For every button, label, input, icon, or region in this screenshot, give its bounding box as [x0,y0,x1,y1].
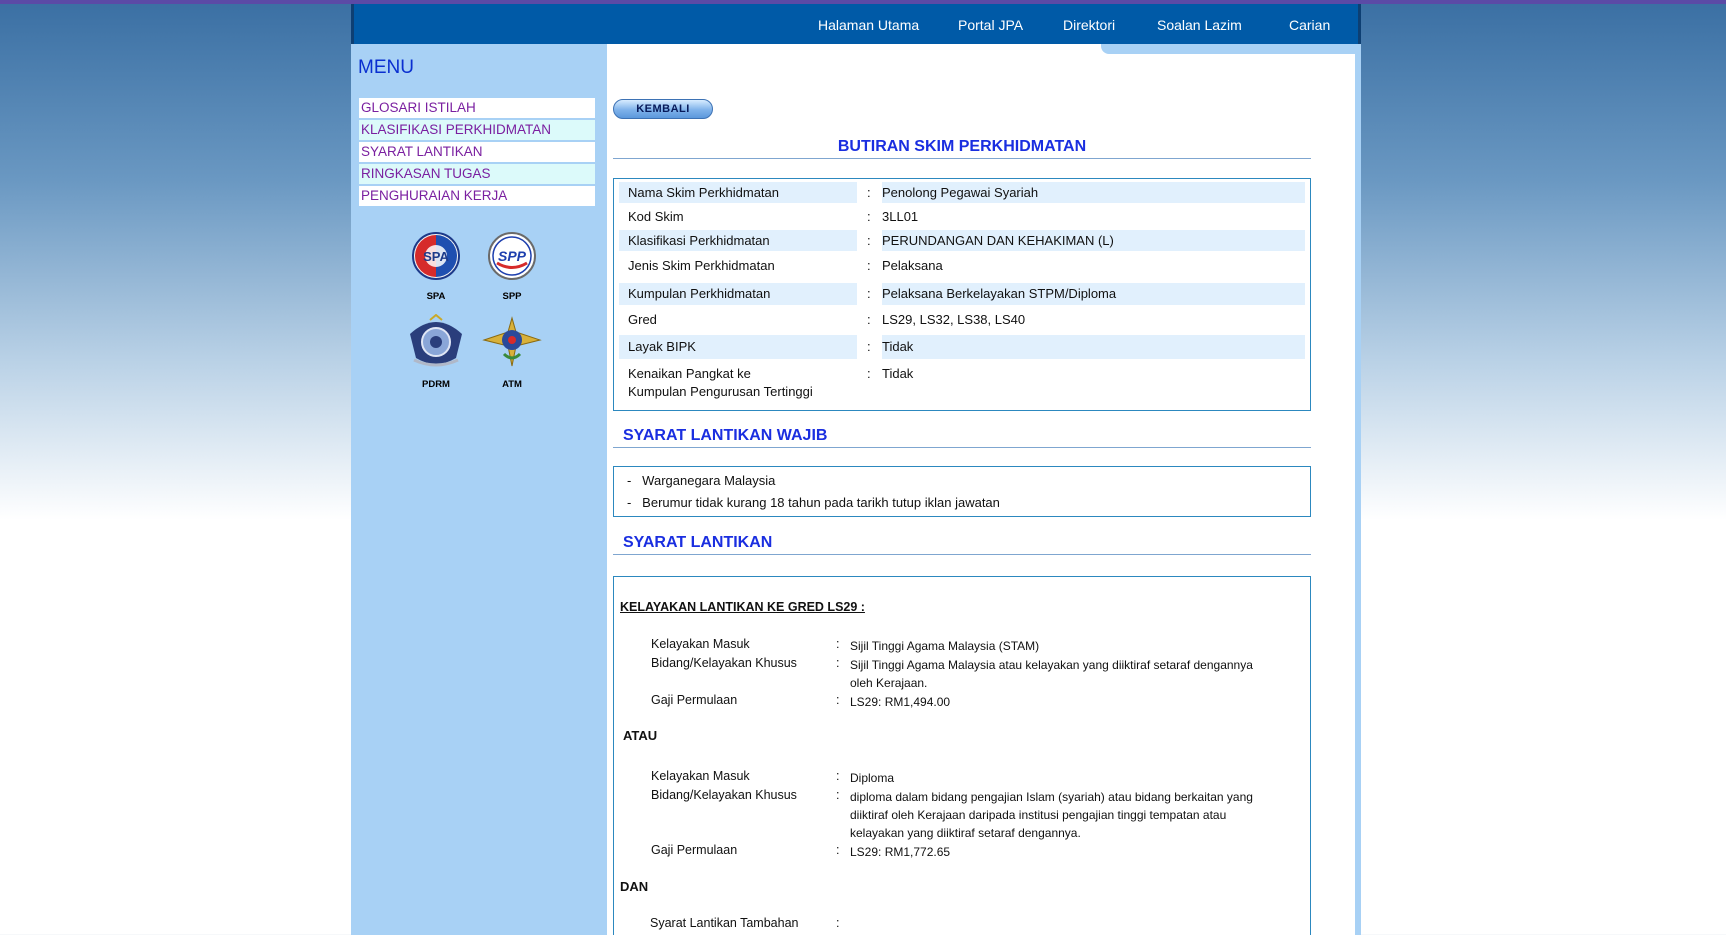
lantikan-box [613,576,1311,935]
top-navbar [351,4,1361,44]
info-value: Pelaksana [882,258,943,273]
svg-text:SPA: SPA [423,249,449,264]
info-row-nama-skim [619,182,1305,203]
info-colon: : [867,366,871,381]
qual-label: Gaji Permulaan [651,843,738,857]
info-row-layak-bipk [619,335,1305,361]
logo-spa-caption: SPA [426,291,446,302]
menu-item-ringkasan-tugas[interactable]: RINGKASAN TUGAS [359,164,595,184]
info-label: Jenis Skim Perkhidmatan [628,258,775,273]
info-colon: : [867,339,871,354]
content-tab [607,44,1101,58]
qual-colon: : [836,769,840,783]
info-row-kumpulan [619,283,1305,305]
butiran-title: BUTIRAN SKIM PERKHIDMATAN [613,138,1311,159]
info-value: Tidak [882,335,1305,359]
info-label: Layak BIPK [619,335,857,359]
info-value: Pelaksana Berkelayakan STPM/Diploma [882,283,1305,305]
info-row-kenaikan-pangkat [619,365,1305,405]
logo-pdrm[interactable] [401,314,471,390]
info-row-gred [619,308,1305,332]
info-label: Nama Skim Perkhidmatan [619,182,857,203]
info-label: Klasifikasi Perkhidmatan [619,230,857,251]
qual-label: Kelayakan Masuk [651,769,750,783]
info-label: Kumpulan Perkhidmatan [619,283,857,305]
menu-item-klasifikasi-perkhidmatan[interactable]: KLASIFIKASI PERKHIDMATAN [359,120,595,140]
logo-atm[interactable] [477,314,547,390]
qual-value: diploma dalam bidang pengajian Islam (syariah) atau bidang berkaitan yang diiktiraf oleh Kerajaan daripada institusi pengajian tinggi tempatan atau kelayakan yang diiktiraf setaraf dengannya. [850,790,1253,840]
info-value: PERUNDANGAN DAN KEHAKIMAN (L) [882,230,1305,251]
kelayakan-heading: KELAYAKAN LANTIKAN KE GRED LS29 : [620,600,865,614]
spa-logo-icon [411,230,461,282]
content-tab-gap [1101,44,1355,54]
qual-label: Syarat Lantikan Tambahan [650,916,799,930]
logo-spp[interactable] [477,230,547,302]
info-label-line1: Kenaikan Pangkat ke [628,366,751,381]
wajib-item-text: Berumur tidak kurang 18 tahun pada tarikh tutup iklan jawatan [642,495,1000,510]
info-label: Gred [628,312,657,327]
qual-value: Sijil Tinggi Agama Malaysia (STAM) [850,639,1040,653]
main-content [607,44,1355,935]
atm-logo-icon [480,314,544,370]
qual-value: LS29: RM1,494.00 [850,695,951,709]
sidebar [351,44,606,935]
info-colon: : [867,185,871,200]
qual-value: Diploma [850,771,895,785]
logo-spp-caption: SPP [502,291,522,302]
nav-direktori[interactable]: Direktori [1063,17,1116,33]
menu-title: MENU [358,57,414,78]
info-value: 3LL01 [882,209,919,224]
qual-value: LS29: RM1,772.65 [850,845,951,859]
qual-colon: : [836,916,840,930]
info-value: Penolong Pegawai Syariah [882,182,1305,203]
qual-colon: : [836,788,840,802]
logo-pdrm-caption: PDRM [422,379,450,390]
menu-item-penghuraian-kerja[interactable]: PENGHURAIAN KERJA [359,186,595,206]
butiran-box [613,178,1311,411]
info-colon: : [867,312,871,327]
qual-value: Sijil Tinggi Agama Malaysia atau kelayakan yang diiktiraf setaraf dengannya oleh Kerajaan. [850,658,1253,690]
wajib-item-text: Warganegara Malaysia [642,473,776,488]
info-colon: : [867,286,871,301]
info-value: LS29, LS32, LS38, LS40 [882,312,1026,327]
qual-label: Gaji Permulaan [651,693,738,707]
nav-portal-jpa[interactable]: Portal JPA [958,17,1024,33]
logo-atm-caption: ATM [502,379,522,390]
qual-colon: : [836,843,840,857]
nav-halaman-utama[interactable]: Halaman Utama [818,17,920,33]
svg-text:SPP: SPP [497,248,527,264]
info-value: Tidak [882,366,914,381]
qual-colon: : [836,656,840,670]
logo-spa[interactable] [401,230,471,302]
qual-colon: : [836,693,840,707]
menu-list [359,98,595,208]
info-row-kod-skim [619,206,1305,227]
info-colon: : [867,258,871,273]
qual-label: Bidang/Kelayakan Khusus [651,656,797,670]
qual-label: Kelayakan Masuk [651,637,750,651]
info-row-klasifikasi [619,230,1305,251]
info-colon: : [867,209,871,224]
conjunction-atau: ATAU [623,728,658,743]
spp-logo-icon [487,230,537,282]
info-label [619,365,857,401]
kembali-button[interactable]: KEMBALI [613,99,713,119]
pdrm-logo-icon [404,314,468,370]
conjunction-dan: DAN [620,879,649,894]
qual-colon: : [836,637,840,651]
page-container [351,4,1361,935]
wajib-item: - Warganegara Malaysia [627,473,776,488]
info-label: Kod Skim [628,209,684,224]
qual-label: Bidang/Kelayakan Khusus [651,788,797,802]
nav-soalan-lazim[interactable]: Soalan Lazim [1157,17,1242,33]
lantikan-title: SYARAT LANTIKAN [613,534,1311,555]
nav-carian[interactable]: Carian [1289,17,1331,33]
wajib-item: - Berumur tidak kurang 18 tahun pada tarikh tutup iklan jawatan [627,495,1000,510]
info-row-jenis-skim [619,254,1305,278]
info-colon: : [867,233,871,248]
wajib-title: SYARAT LANTIKAN WAJIB [613,427,1311,448]
info-label-line2: Kumpulan Pengurusan Tertinggi [628,384,813,399]
wajib-box [613,466,1311,517]
menu-item-syarat-lantikan[interactable]: SYARAT LANTIKAN [359,142,595,162]
menu-item-glosari-istilah[interactable]: GLOSARI ISTILAH [359,98,595,118]
